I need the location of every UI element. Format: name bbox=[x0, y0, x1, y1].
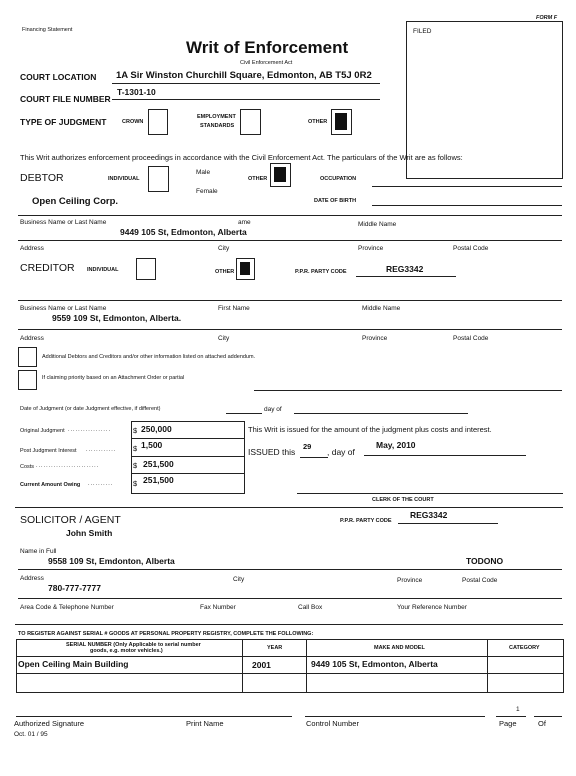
call-box-label: Call Box bbox=[298, 604, 323, 611]
debtor-first-name-label: ame bbox=[238, 219, 251, 226]
make-model-header: MAKE AND MODEL bbox=[374, 645, 425, 651]
print-name-label: Print Name bbox=[186, 719, 224, 728]
debtor-middle-name-label: Middle Name bbox=[358, 221, 397, 228]
occupation-label: OCCUPATION bbox=[320, 176, 357, 182]
judgment-other-label: OTHER bbox=[308, 119, 328, 125]
employment-label-1: EMPLOYMENT bbox=[197, 114, 236, 120]
debtor-other-label: OTHER bbox=[248, 176, 268, 182]
page-title: Writ of Enforcement bbox=[186, 38, 349, 57]
serial-number-value[interactable]: Open Ceiling Main Building bbox=[18, 659, 129, 669]
costs-currency: $ bbox=[133, 461, 138, 470]
court-file-number-line bbox=[112, 99, 380, 100]
debtor-name-line bbox=[18, 215, 562, 216]
control-number-label: Control Number bbox=[306, 719, 359, 728]
issued-day-line bbox=[300, 457, 328, 458]
employment-label-2: STANDARDS bbox=[200, 123, 235, 129]
issued-month-line bbox=[364, 455, 526, 456]
fax-label: Fax Number bbox=[200, 604, 236, 611]
issued-day-of-label: , day of bbox=[327, 447, 355, 457]
debtor-address-label: Address bbox=[20, 245, 44, 252]
solicitor-name-line bbox=[18, 569, 562, 570]
debtor-province-label: Province bbox=[358, 245, 384, 252]
court-location-line bbox=[112, 83, 380, 84]
registry-col-divider-2 bbox=[306, 639, 307, 692]
category-header: CATEGORY bbox=[509, 645, 540, 651]
writ-issued-text: This Writ is issued for the amount of the judgment plus costs and interest. bbox=[248, 425, 492, 434]
registry-col-divider-1 bbox=[242, 639, 243, 692]
solicitor-label: SOLICITOR / AGENT bbox=[20, 514, 121, 526]
creditor-individual-checkbox[interactable] bbox=[136, 258, 156, 280]
costs-leader: ......................... bbox=[36, 463, 100, 469]
date-of-judgment-label: Date of Judgment (or date Judgment effective, if different) bbox=[20, 406, 161, 412]
court-file-number-label: COURT FILE NUMBER bbox=[20, 94, 111, 104]
crown-checkbox[interactable] bbox=[148, 109, 168, 135]
solicitor-province-label: Province bbox=[397, 577, 423, 584]
filed-label: FILED bbox=[413, 28, 432, 35]
page-label: Page bbox=[499, 719, 517, 728]
costs-value[interactable]: 251,500 bbox=[143, 459, 174, 469]
solicitor-postal-label: Postal Code bbox=[462, 577, 498, 584]
solicitor-ppr-value[interactable]: REG3342 bbox=[410, 510, 448, 520]
debtor-name-value[interactable]: Open Ceiling Corp. bbox=[32, 196, 119, 207]
post-judgment-interest-value[interactable]: 1,500 bbox=[141, 440, 163, 450]
creditor-first-name-label: First Name bbox=[218, 305, 250, 312]
debtor-label: DEBTOR bbox=[20, 172, 64, 184]
revision-date: Oct. 01 / 95 bbox=[14, 731, 48, 738]
judgment-month-line bbox=[294, 413, 468, 414]
registry-row-divider bbox=[16, 673, 563, 674]
current-amount-currency: $ bbox=[133, 479, 138, 488]
issued-this-label: ISSUED this bbox=[248, 447, 296, 457]
debtor-female-label: Female bbox=[196, 188, 218, 195]
original-judgment-leader: ................. bbox=[68, 427, 111, 433]
year-value[interactable]: 2001 bbox=[252, 660, 271, 670]
creditor-address-label: Address bbox=[20, 335, 44, 342]
type-of-judgment-label: TYPE OF JUDGMENT bbox=[20, 117, 107, 127]
serial-number-header-2: goods, e.g. motor vehicles.) bbox=[90, 648, 163, 654]
creditor-name-line bbox=[18, 300, 562, 301]
creditor-ppr-label: P.P.R. PARTY CODE bbox=[295, 269, 347, 275]
of-label: Of bbox=[538, 719, 546, 728]
employment-standards-checkbox[interactable] bbox=[240, 109, 261, 135]
costs-label: Costs bbox=[20, 464, 35, 470]
registry-header-divider bbox=[16, 656, 563, 657]
of-line bbox=[534, 716, 562, 717]
crown-label: CROWN bbox=[122, 119, 144, 125]
addendum-checkbox[interactable] bbox=[18, 347, 37, 367]
solicitor-address-label: Address bbox=[20, 575, 44, 582]
original-judgment-currency: $ bbox=[133, 426, 138, 435]
page-subtitle: Civil Enforcement Act bbox=[240, 60, 293, 66]
addendum-text: Additional Debtors and Creditors and/or other information listed on attached addendum. bbox=[42, 354, 256, 360]
reference-number-label: Your Reference Number bbox=[397, 604, 467, 611]
creditor-middle-name-label: Middle Name bbox=[362, 305, 401, 312]
creditor-address-line bbox=[18, 329, 562, 330]
debtor-address-line bbox=[18, 240, 562, 241]
solicitor-phone-line bbox=[18, 598, 562, 599]
debtor-other-mark bbox=[274, 167, 286, 182]
priority-line bbox=[254, 390, 562, 391]
signature-line bbox=[16, 716, 292, 717]
current-amount-label: Current Amount Owing bbox=[20, 482, 81, 488]
form-number: FORM F bbox=[536, 15, 558, 21]
original-judgment-value[interactable]: 250,000 bbox=[141, 424, 172, 434]
occupation-line bbox=[372, 186, 562, 187]
court-location-value[interactable]: 1A Sir Winston Churchill Square, Edmonton, AB T5J 0R2 bbox=[116, 70, 372, 81]
original-judgment-label: Original Judgment bbox=[20, 428, 65, 434]
creditor-city-label: City bbox=[218, 335, 230, 342]
creditor-business-name-label: Business Name or Last Name bbox=[20, 305, 107, 312]
solicitor-ppr-label: P.P.R. PARTY CODE bbox=[340, 518, 392, 524]
clerk-of-court-label: CLERK OF THE COURT bbox=[372, 497, 434, 503]
registry-heading: TO REGISTER AGAINST SERIAL # GOODS AT PERSONAL PROPERTY REGISTRY, COMPLETE THE FOLLOWING: bbox=[18, 631, 314, 637]
date-of-birth-label: DATE OF BIRTH bbox=[314, 198, 357, 204]
current-amount-leader: .......... bbox=[88, 481, 114, 487]
date-of-birth-line bbox=[372, 205, 562, 206]
debtor-male-label: Male bbox=[196, 169, 211, 176]
registry-col-divider-3 bbox=[487, 639, 488, 692]
creditor-other-mark bbox=[240, 262, 250, 275]
creditor-label: CREDITOR bbox=[20, 262, 75, 274]
priority-text: If claiming priority based on an Attachment Order or partial bbox=[42, 375, 185, 381]
amounts-row-divider-2 bbox=[131, 456, 244, 457]
amounts-row-divider-1 bbox=[131, 438, 244, 439]
clerk-signature-line bbox=[297, 493, 563, 494]
make-model-value[interactable]: 9449 105 St, Edmonton, Alberta bbox=[311, 659, 438, 669]
control-number-line bbox=[305, 716, 485, 717]
creditor-ppr-value[interactable]: REG3342 bbox=[386, 264, 424, 274]
judgment-day-of-label: day of bbox=[264, 406, 282, 413]
creditor-ppr-line bbox=[356, 276, 456, 277]
solicitor-address-value[interactable]: 9558 109 St, Emdonton, Alberta bbox=[48, 556, 175, 566]
amounts-row-divider-3 bbox=[131, 473, 244, 474]
registry-top-rule bbox=[15, 624, 563, 625]
creditor-postal-label: Postal Code bbox=[453, 335, 489, 342]
telephone-label: Area Code & Telephone Number bbox=[20, 604, 114, 611]
authorized-signature-label: Authorized Signature bbox=[14, 719, 85, 728]
court-file-number-value[interactable]: T-1301-10 bbox=[117, 87, 156, 97]
judgment-other-mark bbox=[335, 113, 347, 130]
year-header: YEAR bbox=[267, 645, 283, 651]
court-location-label: COURT LOCATION bbox=[20, 72, 97, 82]
debtor-individual-label: INDIVIDUAL bbox=[108, 176, 140, 182]
creditor-individual-label: INDIVIDUAL bbox=[87, 267, 119, 273]
name-in-full-label: Name in Full bbox=[20, 548, 57, 555]
debtor-postal-label: Postal Code bbox=[453, 245, 489, 252]
post-judgment-interest-leader: ............ bbox=[86, 447, 117, 453]
solicitor-phone-value[interactable]: 780-777-7777 bbox=[48, 583, 101, 593]
authorization-text: This Writ authorizes enforcement proceedings in accordance with the Civil Enforcement Act. The particulars of the Writ are as follows: bbox=[20, 153, 463, 162]
creditor-other-label: OTHER bbox=[215, 269, 235, 275]
solicitor-city-label: City bbox=[233, 576, 245, 583]
serial-number-header-1: SERIAL NUMBER (Only Applicable to serial number bbox=[66, 642, 201, 648]
page-number-value: 1 bbox=[516, 706, 520, 713]
debtor-business-name-label: Business Name or Last Name bbox=[20, 219, 107, 226]
issued-month-year-value[interactable]: May, 2010 bbox=[376, 440, 416, 450]
creditor-province-label: Province bbox=[362, 335, 388, 342]
page-line bbox=[496, 716, 526, 717]
judgment-day-line bbox=[226, 413, 262, 414]
post-judgment-interest-currency: $ bbox=[133, 444, 138, 453]
section-divider bbox=[15, 507, 563, 508]
solicitor-ppr-line bbox=[398, 523, 498, 524]
post-judgment-interest-label: Post Judgment Interest bbox=[20, 448, 77, 454]
solicitor-name-value[interactable]: John Smith bbox=[66, 528, 113, 538]
priority-checkbox[interactable] bbox=[18, 370, 37, 390]
financing-statement-label: Financing Statement bbox=[22, 27, 73, 33]
debtor-individual-checkbox[interactable] bbox=[148, 166, 169, 192]
debtor-address-value[interactable]: 9449 105 St, Edmonton, Alberta bbox=[120, 227, 247, 237]
debtor-city-label: City bbox=[218, 245, 230, 252]
creditor-address-value[interactable]: 9559 109 St, Edmonton, Alberta. bbox=[52, 313, 182, 323]
current-amount-value[interactable]: 251,500 bbox=[143, 475, 174, 485]
issued-day-value[interactable]: 29 bbox=[303, 442, 312, 451]
solicitor-extra-value[interactable]: TODONO bbox=[466, 556, 504, 566]
